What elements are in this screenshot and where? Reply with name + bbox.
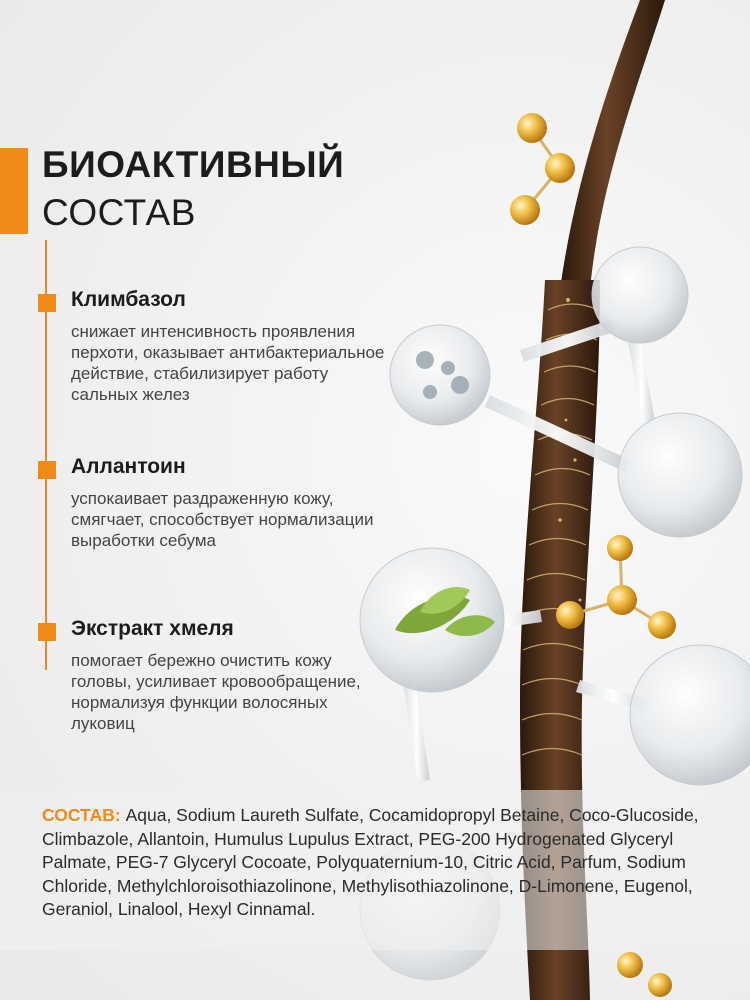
- ingredient-description: снижает интенсивность проявления перхоти, оказывает антибактериальное действие, стабилизирует работу сальных желез: [71, 322, 385, 404]
- ingredient-name: Экстракт хмеля: [71, 617, 234, 640]
- square-bullet-icon: [38, 461, 56, 479]
- ingredient-description: помогает бережно очистить кожу головы, усиливает кровообращение, нормализуя функции волосяных луковиц: [71, 651, 361, 733]
- ingredient-name: Аллантоин: [71, 455, 186, 478]
- title-accent-bar: [0, 148, 28, 234]
- composition-label: СОСТАВ:: [42, 805, 121, 825]
- ingredient-item-hops-extract: [38, 617, 378, 767]
- composition-block: [0, 790, 750, 950]
- square-bullet-icon: [38, 294, 56, 312]
- composition-text: [42, 804, 732, 922]
- square-bullet-icon: [38, 623, 56, 641]
- ingredient-item-allantoin: [38, 455, 378, 595]
- ingredient-description: успокаивает раздраженную кожу, смягчает, способствует нормализации выработки себума: [71, 489, 374, 550]
- composition-list: Aqua, Sodium Laureth Sulfate, Cocamidopropyl Betaine, Coco-Glucoside, Climbazole, Allantoin, Humulus Lupulus Extract, PEG-200 Hydrogenated Glyceryl Palmate, PEG-7 Glyceryl Cocoate, Polyquaternium-10, Citric Acid, Parfum, Sodium Chloride, Methylchloroisothiazolinone, Methylisothiazolinone, D-Limonene, Eugenol, Geraniol, Linalool, Hexyl Cinnamal.: [42, 805, 699, 919]
- page-title: БИОАКТИВНЫЙ: [42, 144, 345, 185]
- ingredient-item-climbazole: [38, 288, 385, 438]
- ingredient-name: Климбазол: [71, 288, 186, 311]
- page-subtitle: СОСТАВ: [42, 192, 196, 233]
